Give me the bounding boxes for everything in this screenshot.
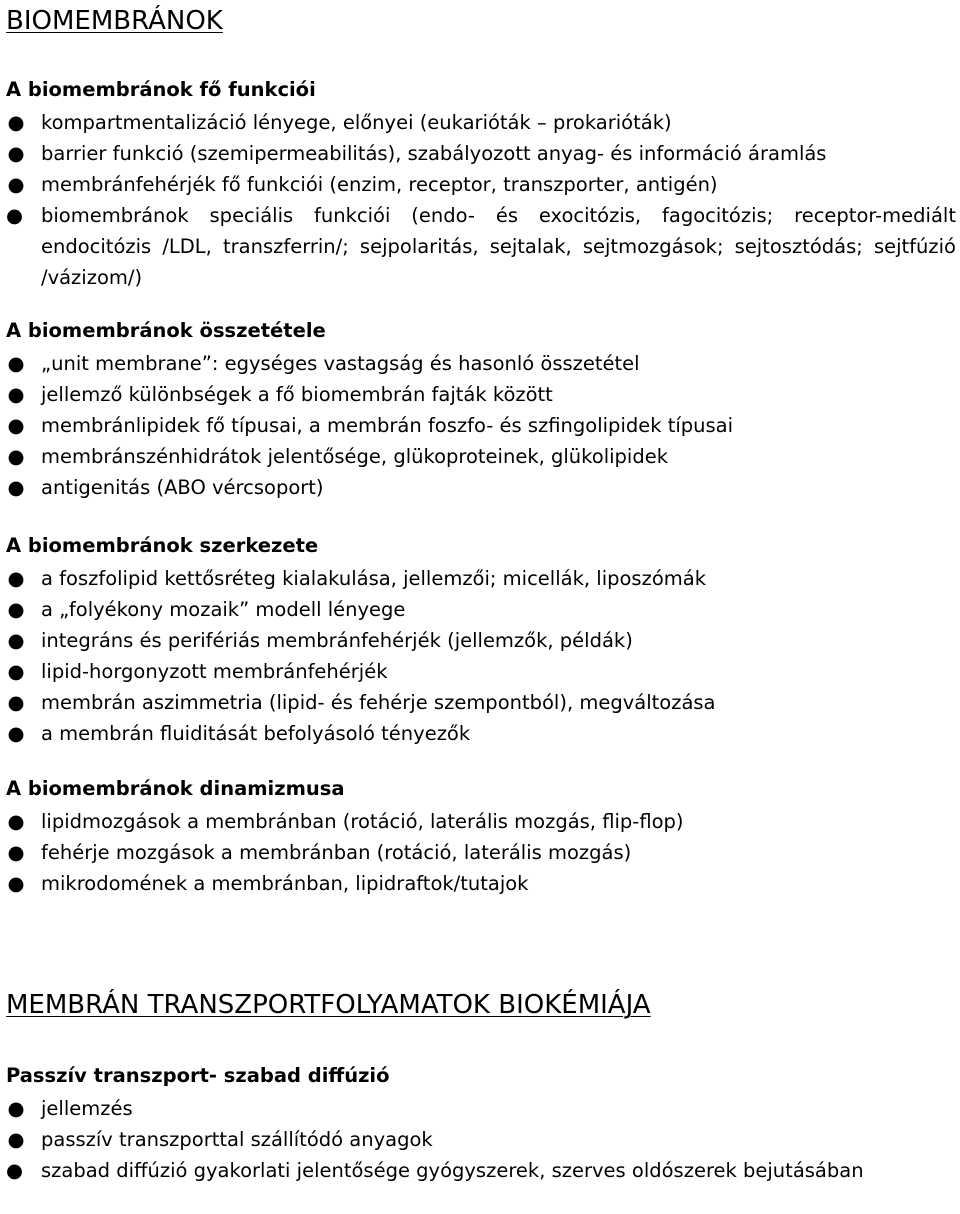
list-item <box>6 1155 956 1186</box>
list-item <box>6 656 958 687</box>
document-title-membran-transzport: MEMBRÁN TRANSZPORTFOLYAMATOK BIOKÉMIÁJA <box>6 990 651 1020</box>
list-item <box>6 868 958 899</box>
bullet-icon: ● <box>7 872 25 895</box>
list-item <box>6 1124 958 1155</box>
list-item <box>6 348 958 379</box>
list-item-text: membránszénhidrátok jelentősége, glükoproteinek, glükolipidek <box>41 445 668 468</box>
list-item <box>6 718 958 749</box>
list-osszetetele <box>6 348 958 503</box>
bullet-icon: ● <box>7 598 25 621</box>
list-item-text: jellemző különbségek a fő biomembrán fajták között <box>41 383 553 406</box>
list-item <box>6 169 958 200</box>
list-item-text: membrán aszimmetria (lipid- és fehérje szempontból), megváltozása <box>41 691 716 714</box>
document-title-biomembranok: BIOMEMBRÁNOK <box>6 6 223 36</box>
bullet-icon: ● <box>7 1097 25 1120</box>
list-item <box>6 837 958 868</box>
list-szerkezete <box>6 563 958 749</box>
list-item-text: integráns és perifériás membránfehérjék (jellemzők, példák) <box>41 629 633 652</box>
bullet-icon: ● <box>7 173 25 196</box>
list-item <box>6 472 958 503</box>
bullet-icon: ● <box>7 1128 25 1151</box>
bullet-icon: ● <box>7 383 25 406</box>
list-item-text: a membrán fluiditását befolyásoló tényezők <box>41 722 471 745</box>
list-item-text: lipid-horgonyzott membránfehérjék <box>41 660 388 683</box>
list-item <box>6 806 958 837</box>
bullet-icon: ● <box>7 841 25 864</box>
list-item-text: a „folyékony mozaik” modell lényege <box>41 598 406 621</box>
list-item <box>6 1093 958 1124</box>
list-item <box>6 625 958 656</box>
list-item-text: biomembránok speciális funkciói (endo- és exocitózis, fagocitózis; receptor-mediált endocitózis /LDL, transzferrin/; sejpolaritás, sejtalak, sejtmozgások; sejtosztódás; sejtfúzió /vázizom/) <box>41 204 956 289</box>
bullet-icon: ● <box>7 111 25 134</box>
list-item <box>6 563 958 594</box>
list-item <box>6 687 958 718</box>
list-passziv-transzport <box>6 1093 958 1186</box>
bullet-icon: ● <box>6 204 24 227</box>
section-heading-dinamizmusa: A biomembránok dinamizmusa <box>6 777 345 800</box>
bullet-icon: ● <box>7 691 25 714</box>
section-heading-passziv-transzport: Passzív transzport- szabad diffúzió <box>6 1064 390 1087</box>
list-item-text: passzív transzporttal szállítódó anyagok <box>41 1128 433 1151</box>
bullet-icon: ● <box>7 660 25 683</box>
section-heading-osszetetele: A biomembránok összetétele <box>6 319 326 342</box>
list-item <box>6 594 958 625</box>
list-item <box>6 441 958 472</box>
list-item <box>6 138 958 169</box>
bullet-icon: ● <box>7 414 25 437</box>
list-funkcioi <box>6 107 958 293</box>
bullet-icon: ● <box>7 722 25 745</box>
bullet-icon: ● <box>7 476 25 499</box>
list-dinamizmusa <box>6 806 958 899</box>
bullet-icon: ● <box>6 1159 24 1182</box>
list-item-text: szabad diffúzió gyakorlati jelentősége gyógyszerek, szerves oldószerek bejutásában <box>41 1159 864 1182</box>
list-item-text: membránfehérjék fő funkciói (enzim, receptor, transzporter, antigén) <box>41 173 718 196</box>
list-item-text: barrier funkció (szemipermeabilitás), szabályozott anyag- és információ áramlás <box>41 142 827 165</box>
list-item <box>6 379 958 410</box>
list-item-text: mikrodomének a membránban, lipidraftok/tutajok <box>41 872 529 895</box>
section-heading-funkcioi: A biomembránok fő funkciói <box>6 78 316 101</box>
list-item-text: a foszfolipid kettősréteg kialakulása, jellemzői; micellák, liposzómák <box>41 567 706 590</box>
list-item-text: „unit membrane”: egységes vastagság és hasonló összetétel <box>41 352 640 375</box>
bullet-icon: ● <box>7 352 25 375</box>
list-item-text: antigenitás (ABO vércsoport) <box>41 476 324 499</box>
list-item <box>6 200 956 293</box>
list-item <box>6 107 958 138</box>
section-heading-szerkezete: A biomembránok szerkezete <box>6 534 319 557</box>
bullet-icon: ● <box>7 567 25 590</box>
bullet-icon: ● <box>7 142 25 165</box>
bullet-icon: ● <box>7 445 25 468</box>
bullet-icon: ● <box>7 629 25 652</box>
list-item <box>6 410 958 441</box>
list-item-text: membránlipidek fő típusai, a membrán foszfo- és szfingolipidek típusai <box>41 414 734 437</box>
list-item-text: kompartmentalizáció lényege, előnyei (eukarióták – prokarióták) <box>41 111 672 134</box>
list-item-text: jellemzés <box>41 1097 133 1120</box>
list-item-text: lipidmozgások a membránban (rotáció, laterális mozgás, flip-flop) <box>41 810 684 833</box>
bullet-icon: ● <box>7 810 25 833</box>
list-item-text: fehérje mozgások a membránban (rotáció, laterális mozgás) <box>41 841 632 864</box>
